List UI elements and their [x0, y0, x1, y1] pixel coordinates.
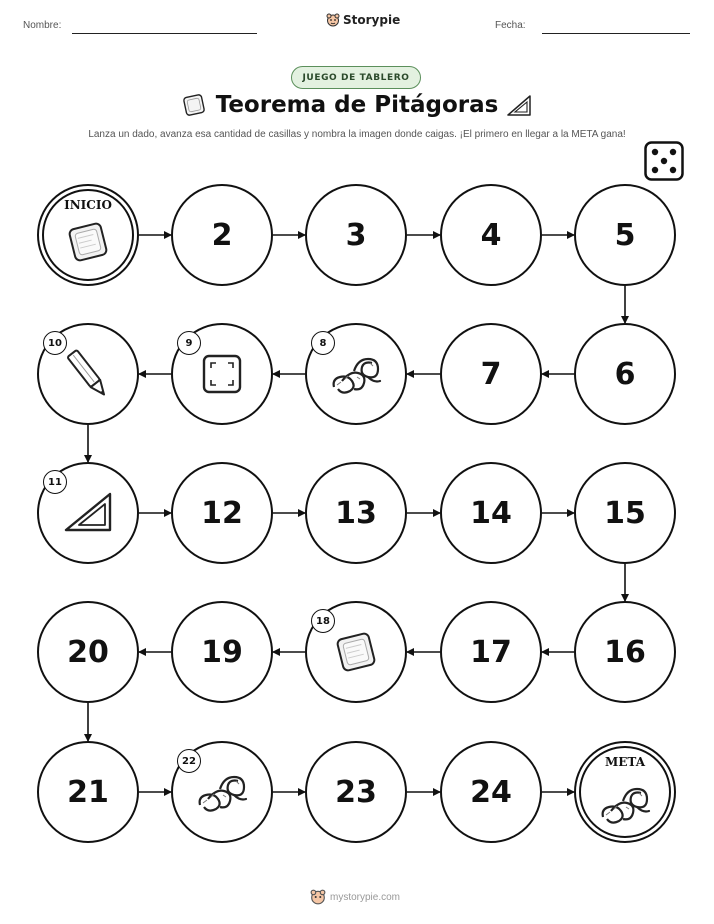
board-space-12: [171, 462, 273, 564]
set-square-icon: [62, 490, 114, 536]
game-type-badge: JUEGO DE TABLERO: [291, 66, 421, 89]
board-space-4: [440, 184, 542, 286]
board-space-5: [574, 184, 676, 286]
board-space-6: [574, 323, 676, 425]
eraser-icon: [64, 220, 112, 264]
name-label: Nombre:: [23, 20, 62, 31]
board-space-21: [37, 741, 139, 843]
space-number: 4: [480, 217, 502, 253]
board-space-14: [440, 462, 542, 564]
footer-url: mystorypie.com: [330, 891, 401, 903]
space-number-badge: 9: [177, 331, 201, 355]
board-space-8: [305, 323, 407, 425]
space-number: 2: [211, 217, 233, 253]
space-number: 12: [201, 495, 243, 531]
space-number-badge: 18: [311, 609, 335, 633]
board-space-15: [574, 462, 676, 564]
space-number: 14: [470, 495, 512, 531]
brand-name: Storypie: [343, 13, 401, 27]
space-number: 21: [67, 774, 109, 810]
footer: [310, 889, 400, 905]
board-space-23: [305, 741, 407, 843]
board-space-inicio: [37, 184, 139, 286]
board-space-18: [305, 601, 407, 703]
space-number: 20: [67, 634, 109, 670]
space-number: 7: [480, 356, 502, 392]
board-space-19: [171, 601, 273, 703]
board-space-17: [440, 601, 542, 703]
space-number: 5: [614, 217, 636, 253]
space-number: 19: [201, 634, 243, 670]
space-number-badge: 10: [43, 331, 67, 355]
square-corners-icon: [200, 352, 244, 396]
space-number: 24: [470, 774, 512, 810]
space-number-badge: 8: [311, 331, 335, 355]
space-number: 15: [604, 495, 646, 531]
board-space-meta: [574, 741, 676, 843]
instructions: Lanza un dado, avanza esa cantidad de casillas y nombra la imagen donde caigas. ¡El primero en llegar a la META gana!: [88, 129, 626, 140]
space-number-badge: 11: [43, 470, 67, 494]
pencil-icon: [62, 344, 114, 404]
space-label: INICIO: [64, 198, 112, 212]
board-space-9: [171, 323, 273, 425]
mascot-icon: [310, 889, 326, 905]
space-number: 16: [604, 634, 646, 670]
board-space-3: [305, 184, 407, 286]
space-number: 23: [335, 774, 377, 810]
board-space-11: [37, 462, 139, 564]
space-number-badge: 22: [177, 749, 201, 773]
board-space-13: [305, 462, 407, 564]
board-space-16: [574, 601, 676, 703]
page-title: Teorema de Pitágoras: [215, 92, 499, 118]
date-label: Fecha:: [495, 20, 526, 31]
rope-icon: [597, 781, 653, 827]
space-number: 3: [345, 217, 367, 253]
board-space-2: [171, 184, 273, 286]
board-space-20: [37, 601, 139, 703]
space-number: 17: [470, 634, 512, 670]
board-space-24: [440, 741, 542, 843]
space-label: META: [604, 755, 645, 769]
rope-icon: [194, 769, 250, 815]
rope-icon: [328, 351, 384, 397]
space-number: 6: [614, 356, 636, 392]
board-space-7: [440, 323, 542, 425]
space-number: 13: [335, 495, 377, 531]
eraser-icon: [332, 630, 380, 674]
board-space-10: [37, 323, 139, 425]
board-space-22: [171, 741, 273, 843]
